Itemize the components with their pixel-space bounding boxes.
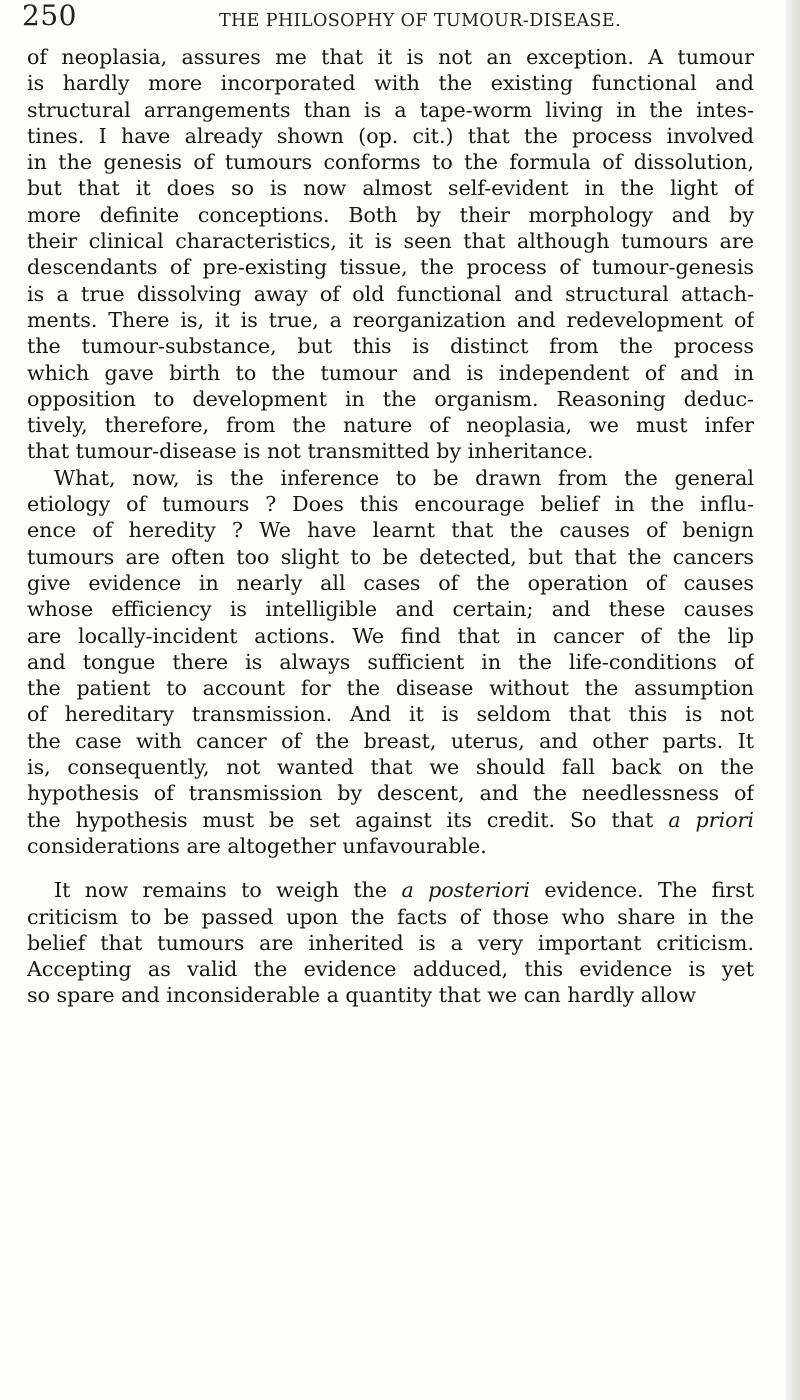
page-edge-shadow — [786, 0, 800, 1400]
body-text — [27, 44, 754, 1009]
text-line: is hardly more incorporated with the existing functional and — [27, 71, 754, 96]
text-line: that tumour-disease is not transmitted by inheritance. — [27, 439, 594, 464]
text-line: descendants of pre-existing tissue, the process of tumour-genesis — [27, 255, 754, 280]
text-line: the patient to account for the disease without the assumption — [27, 676, 754, 701]
text-line — [27, 877, 754, 903]
text-line: their clinical characteristics, it is seen that although tumours are — [27, 229, 754, 254]
text-line: so spare and inconsiderable a quantity that we can hardly allow — [27, 983, 697, 1008]
text-line: belief that tumours are inherited is a very important criticism. — [27, 930, 754, 955]
text-line: of neoplasia, assures me that it is not an exception. A tumour — [27, 45, 754, 69]
text-line: which gave birth to the tumour and is independent of and in — [27, 360, 754, 385]
text-line: criticism to be passed upon the facts of those who share in the — [27, 904, 754, 929]
text-line: but that it does so is now almost self-evident in the light of — [27, 176, 754, 201]
running-title: THE PHILOSOPHY OF TUMOUR-DISEASE. — [218, 11, 622, 31]
italic-phrase: a posteriori — [401, 878, 530, 903]
text-line: more definite conceptions. Both by their morphology and by — [27, 202, 754, 227]
text-line: opposition to development in the organism. Reasoning deduc- — [27, 386, 754, 411]
text-line: structural arrangements than is a tape-worm living in the intes- — [27, 97, 754, 122]
text-run: the hypothesis must be set against its credit. So that — [27, 807, 669, 832]
text-line: in the genesis of tumours conforms to the formula of dissolution, — [27, 150, 754, 175]
text-line: the tumour-substance, but this is distinct from the process — [27, 334, 754, 359]
italic-phrase: a priori — [668, 807, 754, 832]
text-line: ments. There is, it is true, a reorganization and redevelopment of — [27, 307, 754, 332]
text-line: whose efficiency is intelligible and certain; and these causes — [27, 597, 754, 622]
text-line: is a true dissolving away of old functional and structural attach- — [27, 281, 754, 306]
text-line: Accepting as valid the evidence adduced, this evidence is yet — [27, 957, 754, 982]
text-run: It now remains to weigh the — [54, 878, 402, 903]
text-line: What, now, is the inference to be drawn from the general — [54, 465, 754, 490]
text-line: tines. I have already shown (op. cit.) that the process involved — [27, 123, 754, 148]
text-line: ence of heredity ? We have learnt that the causes of benign — [27, 518, 754, 543]
text-line — [27, 807, 754, 833]
text-line: hypothesis of transmission by descent, and the needlessness of — [27, 781, 754, 806]
text-line: are locally-incident actions. We find that in cancer of the lip — [27, 623, 754, 648]
text-line: considerations are altogether unfavourable. — [27, 833, 487, 858]
text-line: the case with cancer of the breast, uterus, and other parts. It — [27, 728, 754, 753]
text-line: and tongue there is always sufficient in the life-conditions of — [27, 649, 754, 674]
text-run: evidence. The first — [529, 878, 754, 903]
page-number: 250 — [22, 0, 77, 32]
text-line: is, consequently, not wanted that we should fall back on the — [27, 755, 754, 780]
text-line: tumours are often too slight to be detected, but that the cancers — [27, 544, 754, 569]
text-line: tively, therefore, from the nature of neoplasia, we must infer — [27, 413, 754, 438]
text-line: give evidence in nearly all cases of the operation of causes — [27, 570, 754, 595]
text-line: etiology of tumours ? Does this encourage belief in the influ- — [27, 492, 754, 517]
text-line: of hereditary transmission. And it is seldom that this is not — [27, 702, 754, 727]
